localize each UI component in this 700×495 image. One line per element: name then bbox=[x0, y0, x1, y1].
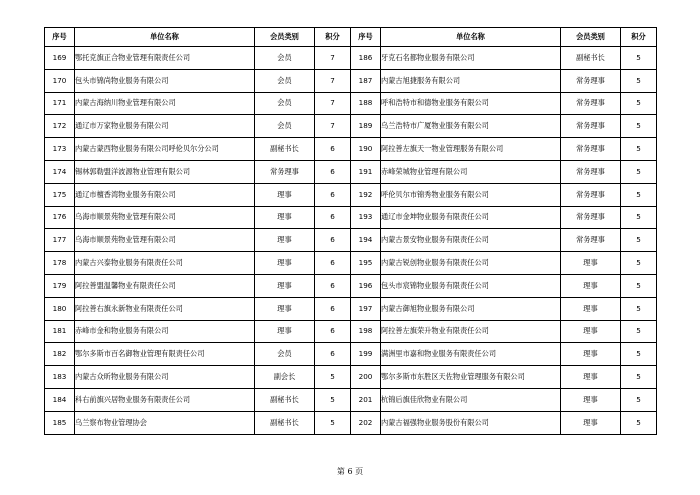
member-type-left: 理事 bbox=[255, 297, 315, 320]
row-number-right: 189 bbox=[351, 115, 381, 138]
page-number: 第 6 页 bbox=[336, 467, 364, 476]
score-right: 5 bbox=[621, 297, 657, 320]
member-type-left: 副秘书长 bbox=[255, 138, 315, 161]
row-number-left: 170 bbox=[45, 69, 75, 92]
member-type-right: 常务理事 bbox=[561, 115, 621, 138]
unit-name-left: 乌海市顺景苑物业管理有限公司 bbox=[75, 206, 255, 229]
table-row bbox=[45, 160, 657, 183]
score-right: 5 bbox=[621, 229, 657, 252]
score-right: 5 bbox=[621, 160, 657, 183]
table-row bbox=[45, 297, 657, 320]
member-type-left: 会员 bbox=[255, 69, 315, 92]
score-left: 6 bbox=[315, 252, 351, 275]
score-left: 7 bbox=[315, 92, 351, 115]
row-number-right: 192 bbox=[351, 183, 381, 206]
header-no-left: 序号 bbox=[45, 28, 75, 47]
member-type-left: 理事 bbox=[255, 320, 315, 343]
member-type-right: 副秘书长 bbox=[561, 47, 621, 70]
unit-name-left: 鄂尔多斯市百名御物业管理有限责任公司 bbox=[75, 343, 255, 366]
table-body bbox=[45, 47, 657, 435]
score-left: 7 bbox=[315, 115, 351, 138]
member-type-right: 常务理事 bbox=[561, 183, 621, 206]
table-row bbox=[45, 47, 657, 70]
unit-name-left: 乌海市顺景苑物业管理有限公司 bbox=[75, 229, 255, 252]
unit-name-right: 杭锦后旗佳欣物业有限公司 bbox=[381, 388, 561, 411]
row-number-right: 201 bbox=[351, 388, 381, 411]
score-right: 5 bbox=[621, 115, 657, 138]
unit-name-right: 内蒙古福强物业服务股份有限公司 bbox=[381, 411, 561, 434]
member-score-table bbox=[44, 27, 657, 435]
score-left: 6 bbox=[315, 274, 351, 297]
table-row bbox=[45, 183, 657, 206]
row-number-right: 200 bbox=[351, 366, 381, 389]
table-row bbox=[45, 411, 657, 434]
member-type-right: 常务理事 bbox=[561, 69, 621, 92]
score-right: 5 bbox=[621, 366, 657, 389]
score-right: 5 bbox=[621, 138, 657, 161]
row-number-left: 179 bbox=[45, 274, 75, 297]
member-type-right: 理事 bbox=[561, 252, 621, 275]
unit-name-left: 乌兰察布物业管理协会 bbox=[75, 411, 255, 434]
row-number-left: 183 bbox=[45, 366, 75, 389]
row-number-right: 190 bbox=[351, 138, 381, 161]
member-type-right: 理事 bbox=[561, 411, 621, 434]
score-right: 5 bbox=[621, 320, 657, 343]
unit-name-right: 阿拉善左旗荣升物业有限责任公司 bbox=[381, 320, 561, 343]
score-right: 5 bbox=[621, 411, 657, 434]
unit-name-right: 阿拉善左旗天一物业管理服务有限公司 bbox=[381, 138, 561, 161]
score-right: 5 bbox=[621, 47, 657, 70]
score-right: 5 bbox=[621, 343, 657, 366]
score-right: 5 bbox=[621, 206, 657, 229]
table-row bbox=[45, 92, 657, 115]
row-number-left: 174 bbox=[45, 160, 75, 183]
row-number-right: 202 bbox=[351, 411, 381, 434]
member-type-left: 会员 bbox=[255, 47, 315, 70]
row-number-left: 172 bbox=[45, 115, 75, 138]
unit-name-right: 内蒙古景安物业服务有限责任公司 bbox=[381, 229, 561, 252]
row-number-right: 191 bbox=[351, 160, 381, 183]
unit-name-right: 呼和浩特市和德物业服务有限公司 bbox=[381, 92, 561, 115]
member-type-left: 副会长 bbox=[255, 366, 315, 389]
header-score-left: 积分 bbox=[315, 28, 351, 47]
row-number-left: 185 bbox=[45, 411, 75, 434]
unit-name-left: 内蒙古海纳川物业管理有限公司 bbox=[75, 92, 255, 115]
table-row bbox=[45, 274, 657, 297]
member-type-right: 理事 bbox=[561, 320, 621, 343]
member-type-left: 理事 bbox=[255, 229, 315, 252]
member-type-right: 理事 bbox=[561, 388, 621, 411]
row-number-left: 177 bbox=[45, 229, 75, 252]
score-left: 6 bbox=[315, 183, 351, 206]
score-left: 5 bbox=[315, 388, 351, 411]
member-type-left: 理事 bbox=[255, 183, 315, 206]
row-number-left: 173 bbox=[45, 138, 75, 161]
unit-name-left: 鄂托克旗正合物业管理有限责任公司 bbox=[75, 47, 255, 70]
score-right: 5 bbox=[621, 183, 657, 206]
member-type-left: 副秘书长 bbox=[255, 388, 315, 411]
member-type-left: 会员 bbox=[255, 343, 315, 366]
unit-name-left: 内蒙古蒙西物业服务有限公司呼伦贝尔分公司 bbox=[75, 138, 255, 161]
row-number-right: 194 bbox=[351, 229, 381, 252]
row-number-left: 176 bbox=[45, 206, 75, 229]
member-type-right: 常务理事 bbox=[561, 206, 621, 229]
row-number-right: 188 bbox=[351, 92, 381, 115]
unit-name-left: 通辽市檀香湾物业服务有限公司 bbox=[75, 183, 255, 206]
unit-name-right: 呼伦贝尔市锦秀物业服务有限公司 bbox=[381, 183, 561, 206]
unit-name-right: 通辽市金坤物业服务有限责任公司 bbox=[381, 206, 561, 229]
score-left: 6 bbox=[315, 297, 351, 320]
header-no-right: 序号 bbox=[351, 28, 381, 47]
score-right: 5 bbox=[621, 274, 657, 297]
table-row bbox=[45, 388, 657, 411]
table-row bbox=[45, 138, 657, 161]
unit-name-right: 内蒙古锐创物业服务有限责任公司 bbox=[381, 252, 561, 275]
header-name-right: 单位名称 bbox=[381, 28, 561, 47]
row-number-right: 186 bbox=[351, 47, 381, 70]
score-left: 6 bbox=[315, 138, 351, 161]
table-row bbox=[45, 115, 657, 138]
score-left: 6 bbox=[315, 229, 351, 252]
member-type-left: 会员 bbox=[255, 92, 315, 115]
member-type-right: 常务理事 bbox=[561, 160, 621, 183]
unit-name-right: 赤峰荣城物业管理有限公司 bbox=[381, 160, 561, 183]
score-left: 6 bbox=[315, 206, 351, 229]
unit-name-left: 赤峰市金和物业服务有限公司 bbox=[75, 320, 255, 343]
unit-name-right: 牙克石名都物业服务有限公司 bbox=[381, 47, 561, 70]
score-right: 5 bbox=[621, 92, 657, 115]
unit-name-left: 阿拉善盟温馨物业有限责任公司 bbox=[75, 274, 255, 297]
score-left: 6 bbox=[315, 343, 351, 366]
row-number-right: 187 bbox=[351, 69, 381, 92]
row-number-left: 171 bbox=[45, 92, 75, 115]
score-left: 7 bbox=[315, 47, 351, 70]
row-number-right: 198 bbox=[351, 320, 381, 343]
table-row bbox=[45, 206, 657, 229]
header-type-right: 会员类别 bbox=[561, 28, 621, 47]
row-number-right: 196 bbox=[351, 274, 381, 297]
header-name-left: 单位名称 bbox=[75, 28, 255, 47]
score-right: 5 bbox=[621, 69, 657, 92]
row-number-left: 175 bbox=[45, 183, 75, 206]
member-type-left: 副秘书长 bbox=[255, 411, 315, 434]
member-type-left: 会员 bbox=[255, 115, 315, 138]
member-type-right: 常务理事 bbox=[561, 229, 621, 252]
unit-name-left: 内蒙古兴泰物业服务有限责任公司 bbox=[75, 252, 255, 275]
member-type-left: 理事 bbox=[255, 252, 315, 275]
row-number-left: 178 bbox=[45, 252, 75, 275]
member-type-right: 常务理事 bbox=[561, 92, 621, 115]
table-row bbox=[45, 252, 657, 275]
unit-name-left: 锡林郭勒盟洋波源物业管理有限公司 bbox=[75, 160, 255, 183]
row-number-right: 195 bbox=[351, 252, 381, 275]
unit-name-left: 包头市锦尚物业服务有限公司 bbox=[75, 69, 255, 92]
member-type-right: 理事 bbox=[561, 343, 621, 366]
member-type-left: 理事 bbox=[255, 274, 315, 297]
score-right: 5 bbox=[621, 252, 657, 275]
member-type-right: 理事 bbox=[561, 297, 621, 320]
unit-name-left: 阿拉善右旗永新物业有限责任公司 bbox=[75, 297, 255, 320]
row-number-left: 184 bbox=[45, 388, 75, 411]
unit-name-left: 内蒙古众昕物业服务有限公司 bbox=[75, 366, 255, 389]
unit-name-right: 鄂尔多斯市东胜区天佐物业管理服务有限公司 bbox=[381, 366, 561, 389]
score-right: 5 bbox=[621, 388, 657, 411]
row-number-left: 180 bbox=[45, 297, 75, 320]
unit-name-right: 乌兰浩特市广厦物业服务有限公司 bbox=[381, 115, 561, 138]
score-left: 6 bbox=[315, 160, 351, 183]
row-number-right: 197 bbox=[351, 297, 381, 320]
row-number-left: 169 bbox=[45, 47, 75, 70]
unit-name-right: 内蒙古御旭物业服务有限公司 bbox=[381, 297, 561, 320]
member-type-right: 理事 bbox=[561, 366, 621, 389]
header-type-left: 会员类别 bbox=[255, 28, 315, 47]
row-number-left: 181 bbox=[45, 320, 75, 343]
row-number-right: 193 bbox=[351, 206, 381, 229]
row-number-right: 199 bbox=[351, 343, 381, 366]
score-left: 6 bbox=[315, 320, 351, 343]
member-type-left: 理事 bbox=[255, 206, 315, 229]
table-row bbox=[45, 320, 657, 343]
table-row bbox=[45, 343, 657, 366]
unit-name-right: 包头市宸锦物业服务有限责任公司 bbox=[381, 274, 561, 297]
row-number-left: 182 bbox=[45, 343, 75, 366]
member-type-left: 常务理事 bbox=[255, 160, 315, 183]
unit-name-left: 科右前旗兴居物业服务有限责任公司 bbox=[75, 388, 255, 411]
member-type-right: 常务理事 bbox=[561, 138, 621, 161]
score-left: 5 bbox=[315, 366, 351, 389]
unit-name-right: 满洲里市嘉和物业服务有限责任公司 bbox=[381, 343, 561, 366]
table-row bbox=[45, 69, 657, 92]
score-left: 7 bbox=[315, 69, 351, 92]
header-score-right: 积分 bbox=[621, 28, 657, 47]
unit-name-left: 通辽市万家物业服务有限公司 bbox=[75, 115, 255, 138]
table-row bbox=[45, 229, 657, 252]
unit-name-right: 内蒙古旭捷服务有限公司 bbox=[381, 69, 561, 92]
member-type-right: 理事 bbox=[561, 274, 621, 297]
table-row bbox=[45, 366, 657, 389]
table-header-row bbox=[45, 28, 657, 47]
score-left: 5 bbox=[315, 411, 351, 434]
